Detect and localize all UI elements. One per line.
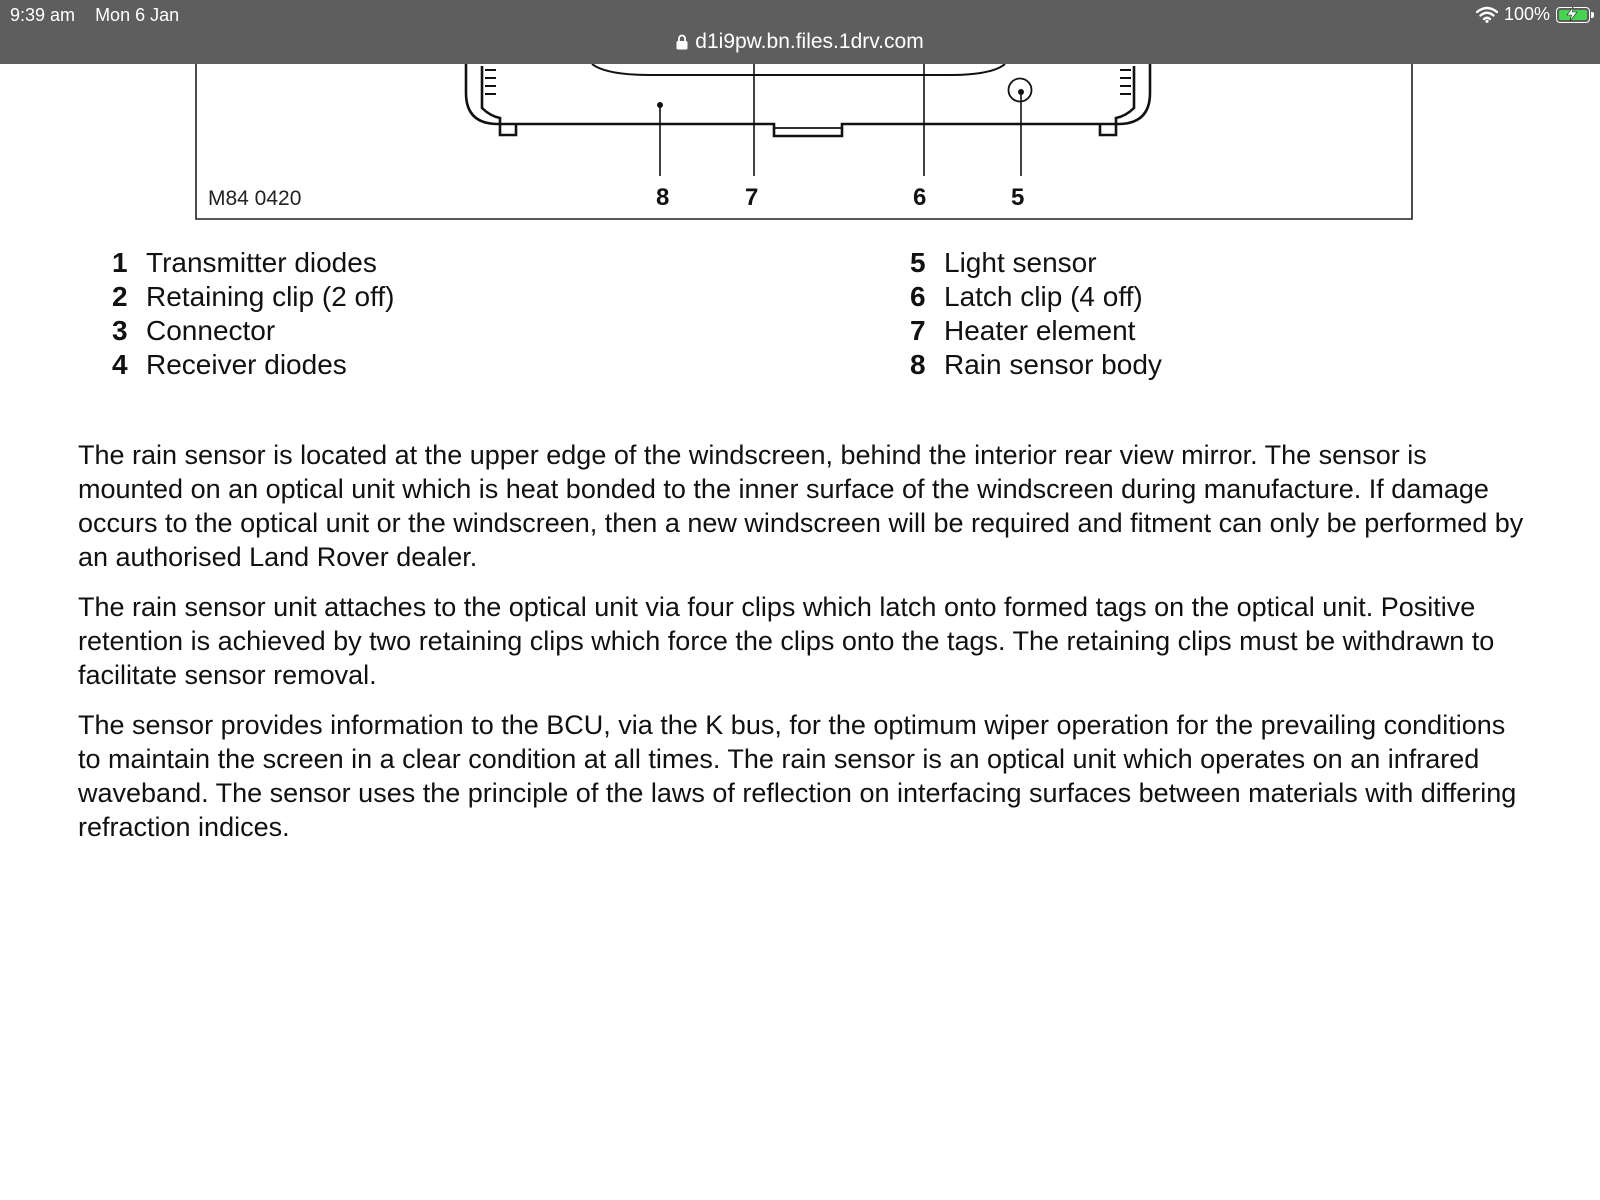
status-indicators — [1476, 4, 1590, 25]
status-clock — [10, 5, 179, 26]
legend-label: Light sensor — [944, 247, 1097, 278]
url-text: d1i9pw.bn.files.1drv.com — [695, 30, 924, 53]
document-body — [78, 438, 1528, 860]
legend-number: 3 — [112, 315, 128, 346]
paragraph: The rain sensor is located at the upper edge of the windscreen, behind the interior rear view mirror. The sensor is mounted on an optical unit which is heat bonded to the inner surface of the windscreen during manufacture. If damage occurs to the optical unit or the windscreen, then a new windscreen will be required and fitment can only be performed by an authorised Land Rover dealer. — [78, 440, 1524, 572]
address-bar[interactable] — [0, 30, 1600, 54]
charging-bolt-icon — [1566, 7, 1578, 21]
rain-sensor-diagram — [0, 64, 1600, 224]
status-date: Mon 6 Jan — [95, 5, 180, 25]
legend-label: Retaining clip (2 off) — [146, 281, 395, 312]
legend-label: Latch clip (4 off) — [944, 281, 1143, 312]
callout-6: 6 — [913, 184, 927, 211]
battery-percent: 100% — [1503, 4, 1550, 24]
legend-number: 5 — [910, 247, 926, 278]
legend-item — [112, 246, 395, 280]
lock-icon — [676, 34, 688, 50]
legend-label: Transmitter diodes — [146, 247, 377, 278]
callout-8: 8 — [656, 184, 670, 211]
sensor-right-edge — [864, 64, 1150, 124]
legend-number: 6 — [910, 281, 926, 312]
legend-item — [112, 348, 395, 382]
battery-cap — [1591, 12, 1594, 18]
legend-label: Connector — [146, 315, 276, 346]
legend-number: 8 — [910, 349, 926, 380]
sensor-upper-curve — [592, 64, 1005, 75]
figure-reference: M84 0420 — [208, 187, 302, 210]
legend-item — [112, 280, 395, 314]
callout-7: 7 — [745, 184, 759, 211]
battery-icon — [1556, 7, 1590, 23]
legend-number: 1 — [112, 247, 128, 278]
legend-item — [112, 314, 395, 348]
wifi-icon — [1476, 6, 1498, 23]
legend-item — [910, 280, 1162, 314]
legend-number: 7 — [910, 315, 926, 346]
legend-label: Receiver diodes — [146, 349, 347, 380]
legend-label: Rain sensor body — [944, 349, 1162, 380]
center-connector — [752, 124, 864, 136]
figure-frame — [196, 64, 1412, 219]
callout-5: 5 — [1011, 184, 1025, 211]
legend-left-column — [112, 246, 395, 382]
legend-number: 4 — [112, 349, 128, 380]
sensor-left-edge — [466, 64, 752, 124]
legend-item — [910, 348, 1162, 382]
browser-top-bar — [0, 0, 1600, 64]
paragraph: The sensor provides information to the BCU, via the K bus, for the optimum wiper operation for the prevailing conditions to maintain the screen in a clear condition at all times. The rain sensor is an optical unit which operates on an infrared waveband. The sensor uses the principle of the laws of reflection on interfacing surfaces between materials with differing refraction indices. — [78, 710, 1517, 842]
legend-label: Heater element — [944, 315, 1136, 346]
paragraph: The rain sensor unit attaches to the optical unit via four clips which latch onto formed tags on the optical unit. Positive retention is achieved by two retaining clips which force the clips onto the tags. The retaining clips must be withdrawn to facilitate sensor removal. — [78, 592, 1495, 690]
status-time: 9:39 am — [10, 5, 76, 25]
legend-number: 2 — [112, 281, 128, 312]
legend-right-column — [910, 246, 1162, 382]
legend-item — [910, 246, 1162, 280]
legend-item — [910, 314, 1162, 348]
